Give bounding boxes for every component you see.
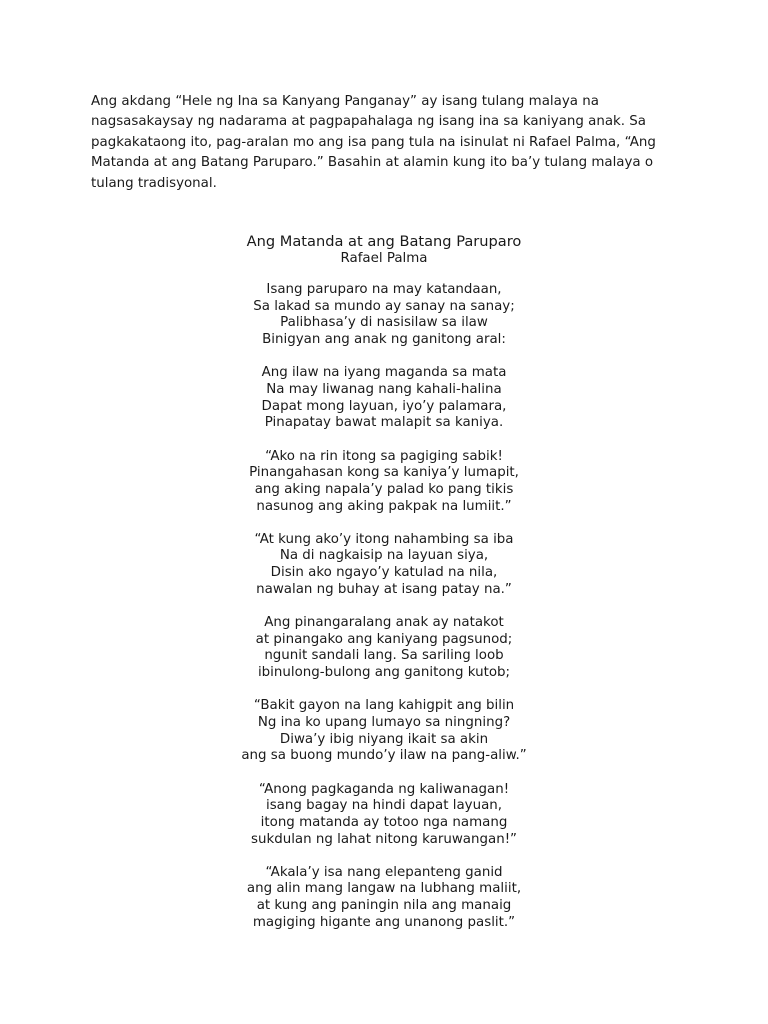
poem-line: Binigyan ang anak ng ganitong aral: (262, 332, 506, 348)
poem-line: “At kung ako’y itong nahambing sa iba (254, 531, 514, 547)
poem-line: ngunit sandali lang. Sa sariling loob (264, 648, 504, 664)
stanza (0, 698, 768, 765)
poem-line: ang aking napala’y palad ko pang tikis (254, 481, 514, 497)
stanza (0, 532, 768, 599)
intro-line: nagsasakaysay ng nadarama at pagpapahalaga ng isang ina sa kaniyang anak. Sa (91, 114, 647, 130)
poem-line: Dapat mong layuan, iyo’y palamara, (261, 398, 507, 414)
poem-line: Pinapatay bawat malapit sa kaniya. (264, 415, 504, 431)
stanza (0, 282, 768, 349)
poem-author: Rafael Palma (340, 251, 428, 266)
poem-line: Ang pinangaralang anak ay natakot (264, 615, 504, 630)
poem-line: Ang ilaw na iyang maganda sa mata (261, 365, 507, 381)
poem-line: “Anong pagkaganda ng kaliwanagan! (258, 781, 510, 797)
intro-paragraph (91, 92, 691, 194)
stanza (0, 615, 768, 682)
poem-line: sukdulan ng lahat nitong karuwangan!” (251, 831, 517, 847)
stanza (0, 782, 768, 849)
poem-line: magiging higante ang unanong paslit.” (252, 914, 516, 930)
poem-line: “Bakit gayon na lang kahigpit ang bilin (253, 698, 515, 714)
poem-line: Isang paruparo na may katandaan, (266, 282, 502, 297)
poem-line: Na may liwanag nang kahali-halina (266, 381, 502, 397)
stanza (0, 449, 768, 516)
poem-line: Ng ina ko upang lumayo sa ningning? (257, 714, 511, 730)
poem-line: Pinangahasan kong sa kaniya’y lumapit, (249, 465, 519, 481)
intro-line: Ang akdang “Hele ng Ina sa Kanyang Panganay” ay isang tulang malaya na (91, 94, 599, 109)
poem-line: Diwa’y ibig niyang ikait sa akin (279, 731, 489, 747)
stanza (0, 865, 768, 932)
poem-line: “Ako na rin itong sa pagiging sabik! (265, 448, 503, 464)
poem-title: Ang Matanda at ang Batang Paruparo (246, 233, 522, 250)
intro-line: pagkakataong ito, pag-aralan mo ang isa pang tula na isinulat ni Rafael Palma, “Ang (91, 134, 656, 150)
poem-line: Palibhasa’y di nasisilaw sa ilaw (280, 315, 488, 331)
poem-line: ang sa buong mundo’y ilaw na pang-aliw.” (241, 748, 527, 764)
poem-line: nasunog ang aking pakpak na lumiit.” (256, 498, 512, 514)
stanza (0, 365, 768, 432)
poem-line: isang bagay na hindi dapat layuan, (265, 798, 503, 814)
poem-line: ibinulong-bulong ang ganitong kutob; (257, 665, 511, 681)
poem-line: Disin ako ngayo’y katulad na nila, (270, 565, 498, 581)
poem-line: Sa lakad sa mundo ay sanay na sanay; (253, 298, 515, 314)
poem-line: ang alin mang langaw na lubhang maliit, (246, 881, 522, 897)
poem-line: at pinangako ang kaniyang pagsunod; (255, 631, 513, 647)
intro-line: Matanda at ang Batang Paruparo.” Basahin at alamin kung ito ba’y tulang malaya o (91, 155, 654, 171)
poem-line: nawalan ng buhay at isang patay na.” (256, 581, 512, 597)
intro-line: tulang tradisyonal. (91, 175, 217, 191)
poem-line: “Akala’y isa nang elepanteng ganid (265, 864, 503, 880)
poem-line: at kung ang paningin nila ang manaig (256, 898, 512, 914)
poem-line: itong matanda ay totoo nga namang (260, 814, 508, 830)
poem-body (0, 282, 768, 948)
poem-line: Na di nagkaisip na layuan siya, (279, 548, 489, 564)
